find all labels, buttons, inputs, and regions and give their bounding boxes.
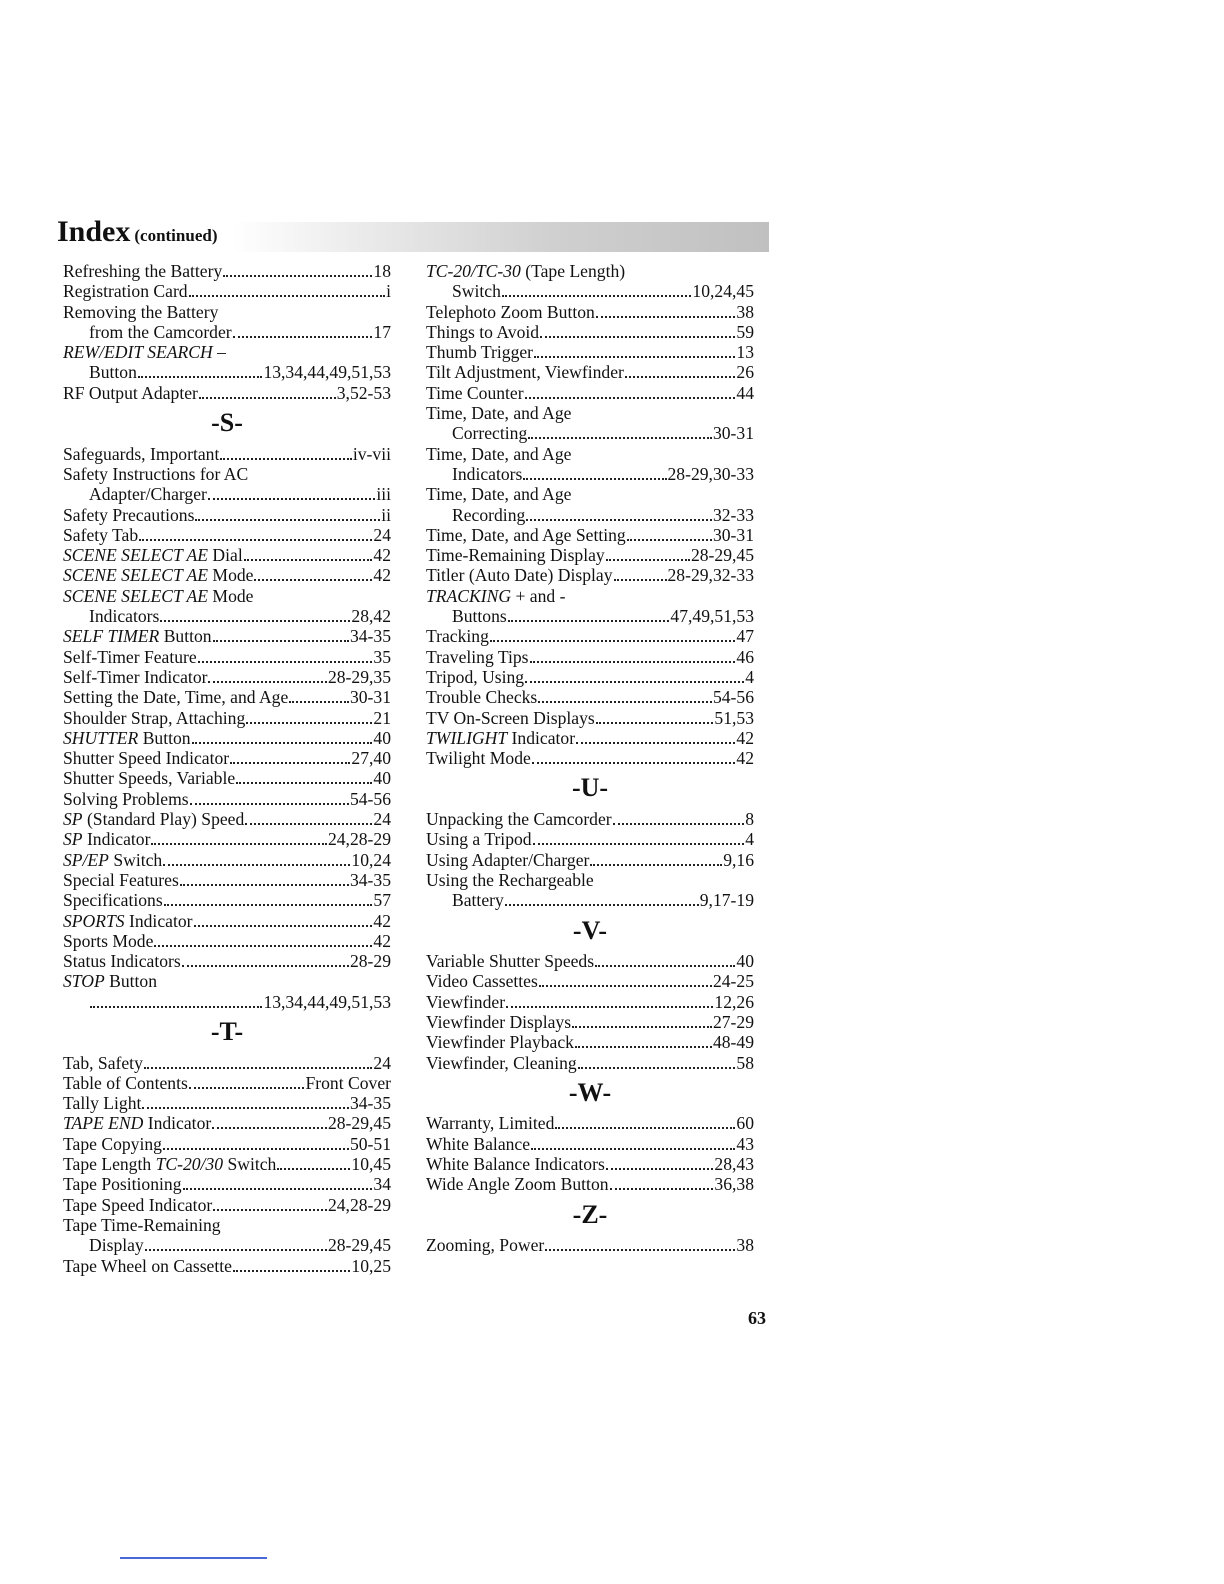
index-entry: Shutter Speeds, Variable 40 xyxy=(63,768,391,789)
index-entry: TAPE END Indicator 28-29,45 xyxy=(63,1113,391,1134)
index-entry: SCENE SELECT AE Mode xyxy=(63,585,254,606)
index-subentry: Button 13,34,44,49,51,53 xyxy=(89,362,391,383)
page-header xyxy=(57,212,769,256)
index-subentry: 13,34,44,49,51,53 xyxy=(63,992,391,1012)
index-entry: Using Adapter/Charger 9,16 xyxy=(426,849,754,870)
index-entry: Tracking 47 xyxy=(426,626,754,647)
index-entry: Twilight Mode 42 xyxy=(426,748,754,769)
index-entry: STOP Button xyxy=(63,971,158,992)
index-entry: SP (Standard Play) Speed 24 xyxy=(63,809,391,830)
page-title xyxy=(57,212,217,256)
index-entry: Shoulder Strap, Attaching 21 xyxy=(63,707,391,728)
section-heading-u: -U- xyxy=(571,773,609,803)
index-entry: Time Counter 44 xyxy=(426,382,754,403)
header-band xyxy=(232,222,769,252)
index-entry: Time, Date, and Age Setting 30-31 xyxy=(426,524,754,545)
index-entry: Time, Date, and Age xyxy=(426,443,572,464)
index-entry: SELF TIMER Button 34-35 xyxy=(63,626,391,647)
index-entry: Setting the Date, Time, and Age 30-31 xyxy=(63,687,391,708)
index-entry: Tape Speed Indicator 24,28-29 xyxy=(63,1194,391,1215)
index-entry: Special Features 34-35 xyxy=(63,869,391,890)
index-entry: TC-20/TC-30 (Tape Length) xyxy=(426,261,626,281)
index-entry: Tab, Safety 24 xyxy=(63,1052,391,1073)
index-entry: Safety Precautions ii xyxy=(63,504,391,525)
index-entry: Solving Problems 54-56 xyxy=(63,788,391,809)
section-heading-z: -Z- xyxy=(572,1199,608,1229)
index-entry: Refreshing the Battery 18 xyxy=(63,261,391,281)
index-entry: REW/EDIT SEARCH – xyxy=(63,342,226,363)
index-column-left xyxy=(63,261,391,1276)
index-entry: Tilt Adjustment, Viewfinder 26 xyxy=(426,362,754,383)
index-entry: Zooming, Power 38 xyxy=(426,1235,754,1256)
index-entry: Telephoto Zoom Button 38 xyxy=(426,301,754,322)
index-entry: SCENE SELECT AE Dial 42 xyxy=(63,545,391,566)
index-column-right xyxy=(426,261,754,1256)
index-entry: Shutter Speed Indicator 27,40 xyxy=(63,748,391,769)
index-entry: Video Cassettes 24-25 xyxy=(426,971,754,992)
index-entry: Viewfinder, Cleaning 58 xyxy=(426,1052,754,1073)
index-entry: Time-Remaining Display 28-29,45 xyxy=(426,545,754,566)
index-entry: White Balance Indicators 28,43 xyxy=(426,1154,754,1175)
index-entry: Viewfinder 12,26 xyxy=(426,991,754,1012)
index-entry: Trouble Checks 54-56 xyxy=(426,687,754,708)
index-entry: SPORTS Indicator 42 xyxy=(63,910,391,931)
section-heading-t: -T- xyxy=(210,1016,244,1046)
footer-rule xyxy=(120,1557,267,1559)
index-subentry: Correcting 30-31 xyxy=(452,423,754,444)
index-entry: SP Indicator 24,28-29 xyxy=(63,829,391,850)
index-subentry: Display 28-29,45 xyxy=(89,1235,391,1256)
index-entry: Registration Card i xyxy=(63,281,391,302)
index-entry: Time, Date, and Age xyxy=(426,403,572,424)
index-entry: Tape Copying 50-51 xyxy=(63,1133,391,1154)
index-subentry: Indicators 28,42 xyxy=(89,606,391,627)
index-entry: Self-Timer Feature 35 xyxy=(63,646,391,667)
index-entry: RF Output Adapter 3,52-53 xyxy=(63,382,391,403)
section-heading-v: -V- xyxy=(572,915,608,945)
index-entry: Viewfinder Playback 48-49 xyxy=(426,1032,754,1053)
index-subentry: Switch 10,24,45 xyxy=(452,281,754,302)
index-entry: Warranty, Limited 60 xyxy=(426,1113,754,1134)
index-subentry: Battery 9,17-19 xyxy=(452,890,754,911)
index-entry: Using a Tripod 4 xyxy=(426,829,754,850)
index-entry: Safety Instructions for AC xyxy=(63,463,249,484)
index-entry: SCENE SELECT AE Mode 42 xyxy=(63,565,391,586)
index-subentry: Buttons 47,49,51,53 xyxy=(452,606,754,627)
index-entry: Status Indicators 28-29 xyxy=(63,951,391,972)
title-subtitle: (continued) xyxy=(134,226,218,245)
title-text: Index xyxy=(57,215,131,248)
index-entry: Tape Wheel on Cassette 10,25 xyxy=(63,1255,391,1276)
section-heading-s: -S- xyxy=(211,408,243,438)
index-entry: Traveling Tips 46 xyxy=(426,646,754,667)
index-entry: Table of Contents Front Cover xyxy=(63,1072,391,1093)
index-subentry: from the Camcorder 17 xyxy=(89,321,391,342)
index-entry: Tape Length TC-20/30 Switch 10,45 xyxy=(63,1154,391,1175)
index-entry: TRACKING + and - xyxy=(426,585,566,606)
index-entry: Tape Time-Remaining xyxy=(63,1214,221,1235)
index-entry: TWILIGHT Indicator 42 xyxy=(426,727,754,748)
index-entry: Specifications 57 xyxy=(63,890,391,911)
index-entry: Using the Rechargeable xyxy=(426,869,594,890)
index-entry: Removing the Battery xyxy=(63,301,219,322)
index-subentry: Adapter/Charger iii xyxy=(89,484,391,505)
index-entry: TV On-Screen Displays 51,53 xyxy=(426,707,754,728)
index-subentry: Recording 32-33 xyxy=(452,504,754,525)
index-entry: SP/EP Switch 10,24 xyxy=(63,849,391,870)
page-number: 63 xyxy=(748,1308,766,1328)
index-entry: Viewfinder Displays 27-29 xyxy=(426,1011,754,1032)
index-subentry: Indicators 28-29,30-33 xyxy=(452,463,754,484)
index-entry: Safeguards, Important iv-vii xyxy=(63,443,391,464)
index-entry: Tape Positioning 34 xyxy=(63,1174,391,1195)
index-entry: Titler (Auto Date) Display 28-29,32-33 xyxy=(426,565,754,586)
index-entry: Sports Mode 42 xyxy=(63,930,391,951)
index-entry: Time, Date, and Age xyxy=(426,484,572,505)
index-entry: Wide Angle Zoom Button 36,38 xyxy=(426,1174,754,1195)
index-entry: Variable Shutter Speeds 40 xyxy=(426,951,754,972)
index-entry: White Balance 43 xyxy=(426,1133,754,1154)
section-heading-w: -W- xyxy=(568,1077,612,1107)
index-entry: SHUTTER Button 40 xyxy=(63,727,391,748)
index-entry: Self-Timer Indicator 28-29,35 xyxy=(63,666,391,687)
index-entry: Thumb Trigger 13 xyxy=(426,342,754,363)
index-entry: Tripod, Using 4 xyxy=(426,666,754,687)
index-entry: Safety Tab 24 xyxy=(63,524,391,545)
index-entry: Things to Avoid 59 xyxy=(426,321,754,342)
index-entry: Unpacking the Camcorder 8 xyxy=(426,809,754,830)
index-entry: Tally Light 34-35 xyxy=(63,1093,391,1114)
